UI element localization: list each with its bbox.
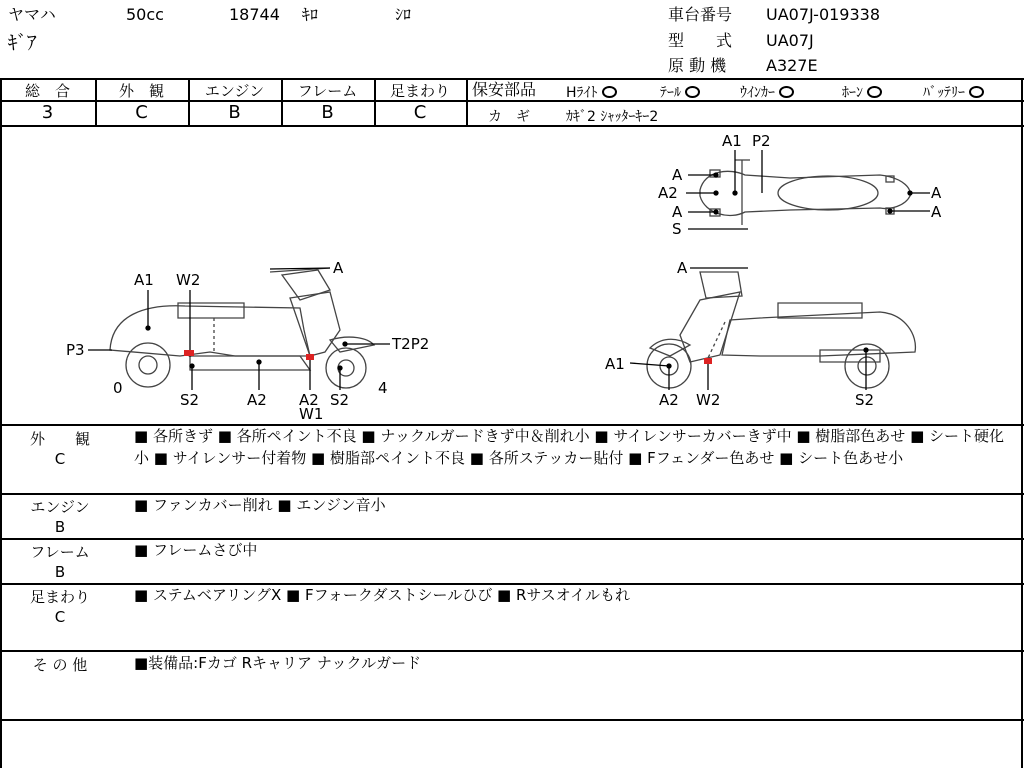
- diagram-label: A2: [658, 184, 678, 202]
- diagram-label: A2: [247, 391, 267, 409]
- color: ｼﾛ: [395, 5, 412, 24]
- type-value: UA07J: [766, 31, 814, 50]
- left-view-labels: [66, 259, 429, 423]
- key-value: ｶｷﾞ2 ｼｬｯﾀｰｷｰ2: [566, 109, 659, 125]
- diagram-label: T2P2: [392, 335, 430, 353]
- grade-exterior: C: [135, 102, 148, 123]
- damage-diagram: [0, 126, 1020, 424]
- diagram-label: 4: [378, 379, 388, 397]
- section-grade: C: [54, 450, 66, 468]
- diagram-label: A1: [134, 271, 154, 289]
- diagram-label: S: [672, 220, 682, 238]
- divider: [466, 78, 468, 125]
- frame-no: UA07J-019338: [766, 5, 881, 24]
- maker: ヤマハ: [8, 5, 56, 24]
- diagram-label: A2: [299, 391, 319, 409]
- scooter-right-view: [647, 272, 915, 388]
- diagram-label: S2: [330, 391, 350, 409]
- section-label: エンジン: [30, 498, 90, 516]
- divider: [1021, 78, 1023, 768]
- top-view-markers: [686, 150, 930, 229]
- section-label: フレーム: [30, 543, 90, 561]
- model-name: ｷﾞｱ: [8, 32, 37, 54]
- grade-frame: B: [321, 102, 334, 123]
- diagram-label: W2: [176, 271, 201, 289]
- ok-circle-icon: [969, 86, 984, 98]
- scooter-top-view: [700, 160, 910, 225]
- diagram-label: W2: [696, 391, 721, 409]
- diagram-label: A: [931, 203, 942, 221]
- mileage: 18744: [229, 5, 280, 24]
- right-view-markers: [630, 268, 868, 390]
- safety-item-headlight: Hﾗｲﾄ: [566, 82, 617, 102]
- diagram-label: S2: [180, 391, 200, 409]
- engine-label: 原 動 機: [668, 56, 727, 75]
- section-grade: C: [54, 608, 66, 626]
- safety-item-winker: ｳｲﾝｶｰ: [740, 82, 794, 102]
- grade-suspension: C: [413, 102, 427, 123]
- type-label: 型 式: [668, 31, 733, 50]
- grade-engine: B: [228, 102, 241, 123]
- top-view-labels: [658, 132, 942, 238]
- grade-header-frame: フレーム: [297, 82, 358, 100]
- section-label: 足まわり: [29, 588, 90, 606]
- diagram-label: A: [931, 184, 942, 202]
- section-grade: B: [54, 518, 66, 536]
- engine-value: A327E: [766, 56, 818, 75]
- diagram-label: 0: [113, 379, 123, 397]
- diagram-label: P2: [752, 132, 771, 150]
- section-text: ■装備品:Fカゴ Rキャリア ナックルガード: [134, 654, 422, 672]
- diagram-label: P3: [66, 341, 85, 359]
- mileage-unit: ｷﾛ: [302, 5, 319, 24]
- grade-header-suspension: 足まわり: [389, 82, 450, 100]
- section-text: ■ 各所きず ■ 各所ペイント不良 ■ ナックルガードきず中＆削れ小 ■ サイレンサーカバーきず中 ■ 樹脂部色あせ ■ シート硬化小 ■ サイレンサー付着物 ■ 樹脂部ペイント不良 ■ 各所ステッカー貼付 ■ Fフェンダー色あせ ■ シート色あせ小: [134, 427, 1005, 467]
- safety-item-horn: ﾎｰﾝ: [842, 82, 882, 102]
- diagram-label: S2: [855, 391, 875, 409]
- diagram-label: A2: [659, 391, 679, 409]
- ok-circle-icon: [779, 86, 794, 98]
- grade-overall: 3: [41, 102, 54, 123]
- displacement: 50cc: [126, 5, 164, 24]
- frame-no-label: 車台番号: [668, 5, 733, 24]
- diagram-label: A: [672, 203, 683, 221]
- key-label: カ ギ: [488, 109, 530, 125]
- diagram-label: A: [677, 259, 688, 277]
- section-text: ■ ファンカバー削れ ■ エンジン音小: [134, 496, 386, 514]
- section-text: ■ フレームさび中: [134, 541, 258, 559]
- section-label: 外 観: [29, 430, 90, 448]
- section-text: ■ ステムベアリングX ■ Fフォークダストシールひび ■ Rサスオイルもれ: [134, 586, 631, 604]
- ok-circle-icon: [685, 86, 700, 98]
- safety-item-battery: ﾊﾞｯﾃﾘｰ: [923, 82, 984, 102]
- grade-header-engine: エンジン: [204, 82, 265, 100]
- ok-circle-icon: [867, 86, 882, 98]
- section-grade: B: [54, 563, 66, 581]
- diagram-label: A: [672, 166, 683, 184]
- safety-label: 保安部品: [472, 80, 537, 99]
- diagram-label: W1: [299, 405, 324, 423]
- diagram-label: A1: [722, 132, 742, 150]
- grade-header-overall: 総 合: [24, 82, 70, 100]
- divider: [0, 719, 1024, 721]
- safety-item-taillight: ﾃｰﾙ: [660, 82, 700, 102]
- section-label: そ の 他: [32, 656, 88, 674]
- ok-circle-icon: [602, 86, 617, 98]
- grade-header-exterior: 外 観: [118, 82, 164, 100]
- diagram-label: A1: [605, 355, 625, 373]
- diagram-label: A: [333, 259, 344, 277]
